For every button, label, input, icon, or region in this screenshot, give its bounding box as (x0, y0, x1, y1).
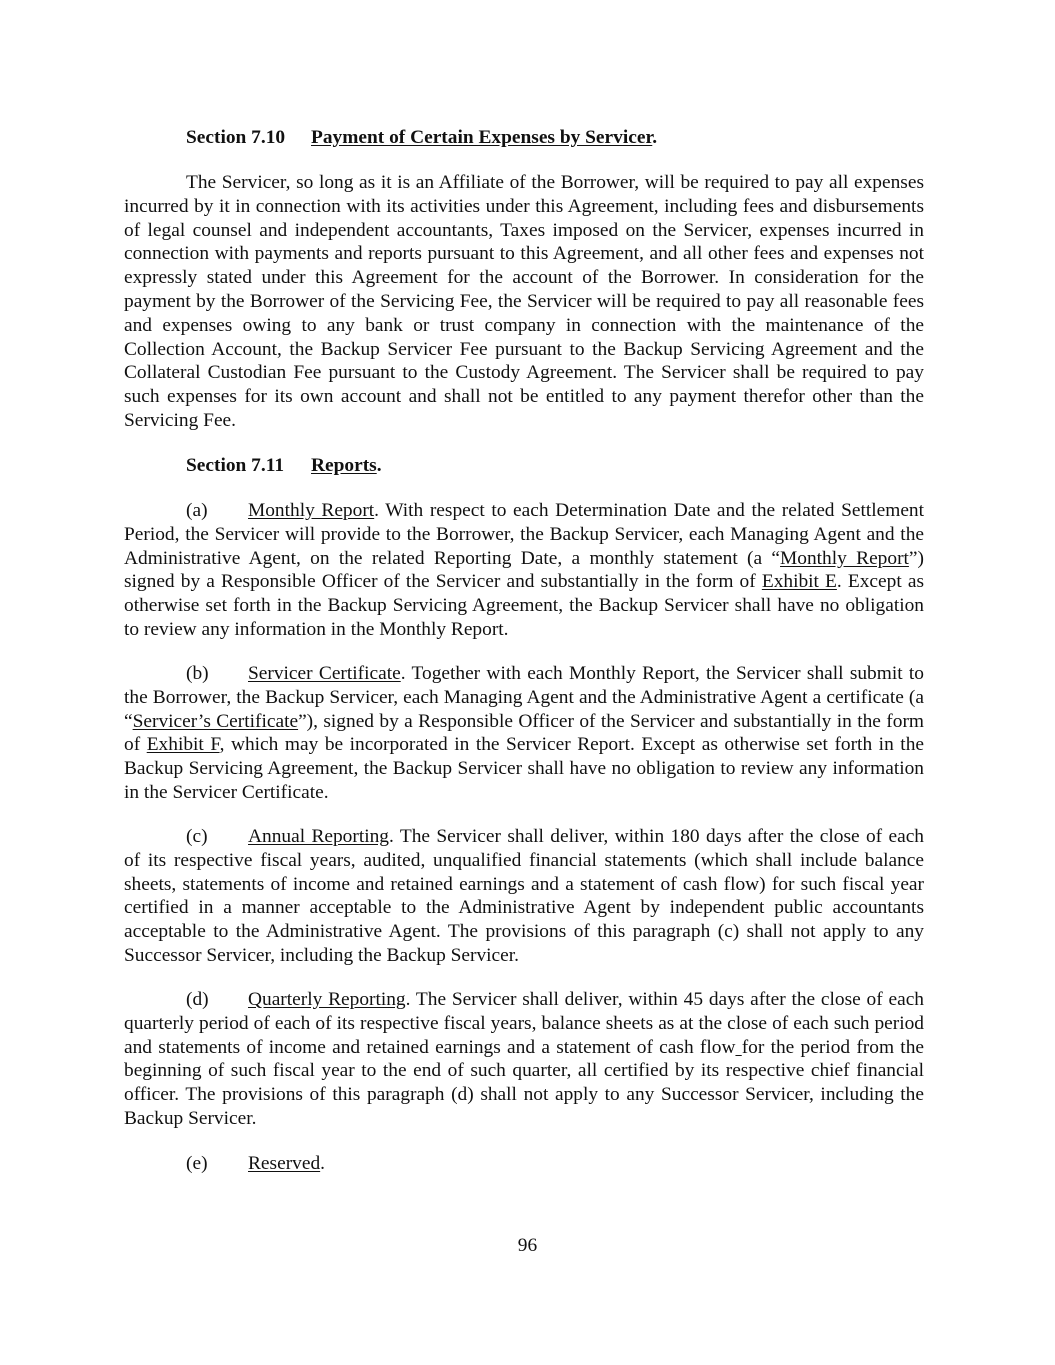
section-title-period: . (376, 455, 382, 476)
paragraph-text: . Except as otherwise set forth in the Backup Servicing Agreement, the Backup Servicer shall have no obligation to review any information in the Monthly Report. (124, 571, 924, 640)
section-title: Payment of Certain Expenses by Servicer (311, 127, 653, 148)
body-paragraph: The Servicer, so long as it is an Affiliate of the Borrower, will be required to pay all expenses incurred by it in connection with its activities under this Agreement, including fees and disbursements of legal counsel and independent accountants, Taxes imposed on the Servicer, expenses incurred in connection with payments and reports pursuant to this Agreement, and all other fees and expenses not expressly stated under this Agreement for the account of the Borrower. In consideration for the payment by the Borrower of the Servicing Fee, the Servicer will be required to pay all reasonable fees and expenses owing to any bank or trust company in connection with the maintenance of the Collection Account, the Backup Servicer Fee pursuant to the Backup Servicing Agreement and the Collateral Custodian Fee pursuant to the Custody Agreement. The Servicer shall be required to pay such expenses for its own account and shall not be entitled to any payment therefor other than the Servicing Fee. (124, 172, 924, 431)
paragraph-heading: Quarterly Reporting (248, 989, 406, 1010)
paragraph-label: (d) (186, 989, 209, 1010)
paragraph-heading: Monthly Report (248, 500, 375, 521)
defined-term: Monthly Report (780, 547, 909, 569)
paragraph-d (124, 988, 924, 1131)
paragraph-b (124, 662, 924, 805)
paragraph-label: (c) (186, 826, 208, 847)
paragraph-text: . The Servicer shall deliver, within 45 days after the close of each quarterly period of each of its respective fiscal years, balance sheets as at the close of each such period and statements of income and retained earnings and a statement of cash flow (124, 989, 924, 1058)
paragraph-label: (e) (186, 1153, 208, 1174)
section-title: Reports (311, 455, 377, 476)
paragraph-text: . Together with each Monthly Report, the Servicer shall submit to the Borrower, the Backup Servicer, each Managing Agent and the Administrative Agent a certificate (a “ (124, 663, 924, 732)
exhibit-reference: Exhibit E (761, 571, 837, 593)
paragraph-text: ”) signed by a Responsible Officer of the Servicer and substantially in the form of (124, 547, 924, 593)
paragraph-heading: Reserved (248, 1153, 321, 1174)
paragraph-text: . The Servicer shall deliver, within 180 days after the close of each of its respective fiscal years, audited, unqualified financial statements (which shall include balance sheets, statements of income and retained earnings and a statement of cash flow) for such fiscal year certified in a manner acceptable to the Administrative Agent by independent public accountants acceptable to the Administrative Agent. The provisions of this paragraph (c) shall not apply to any Successor Servicer, including the Backup Servicer. (124, 826, 925, 966)
paragraph-heading: Annual Reporting (248, 826, 389, 847)
paragraph-label: (b) (186, 663, 209, 684)
section-7-10-heading (186, 126, 657, 150)
paragraph-c (124, 825, 924, 968)
paragraph-text: , which may be incorporated in the Servicer Report. Except as otherwise set forth in the Backup Servicing Agreement, the Backup Servicer shall have no obligation to review any information in the Servicer Certificate. (124, 734, 924, 803)
paragraph-text: ”), signed by a Responsible Officer of the Servicer and substantially in the form of (124, 710, 924, 756)
paragraph-a (124, 499, 924, 642)
page-number: 96 (517, 1235, 538, 1256)
paragraph-label: (a) (186, 500, 208, 521)
paragraph-text: . (320, 1153, 326, 1174)
paragraph-text: . With respect to each Determination Date and the related Settlement Period, the Servicer will provide to the Borrower, the Backup Servicer, each Managing Agent and the Administrative Agent, on the related Reporting Date, a monthly statement (a “ (124, 500, 925, 569)
section-7-11-heading (186, 454, 382, 478)
section-number: Section 7.10 (186, 127, 286, 148)
paragraph-heading: Servicer Certificate (248, 663, 401, 684)
paragraph-text: for the period from the beginning of such fiscal year to the end of such quarter, all certified by its respective chief financial officer. The provisions of this paragraph (d) shall not apply to any Successor Servicer, including the Backup Servicer. (124, 1036, 924, 1129)
section-title-period: . (652, 127, 658, 148)
defined-term: Servicer’s Certificate (132, 710, 299, 732)
paragraph-e (124, 1152, 924, 1176)
section-number: Section 7.11 (186, 455, 285, 476)
exhibit-reference: Exhibit F (146, 734, 220, 756)
section-7-10-body (124, 171, 924, 433)
